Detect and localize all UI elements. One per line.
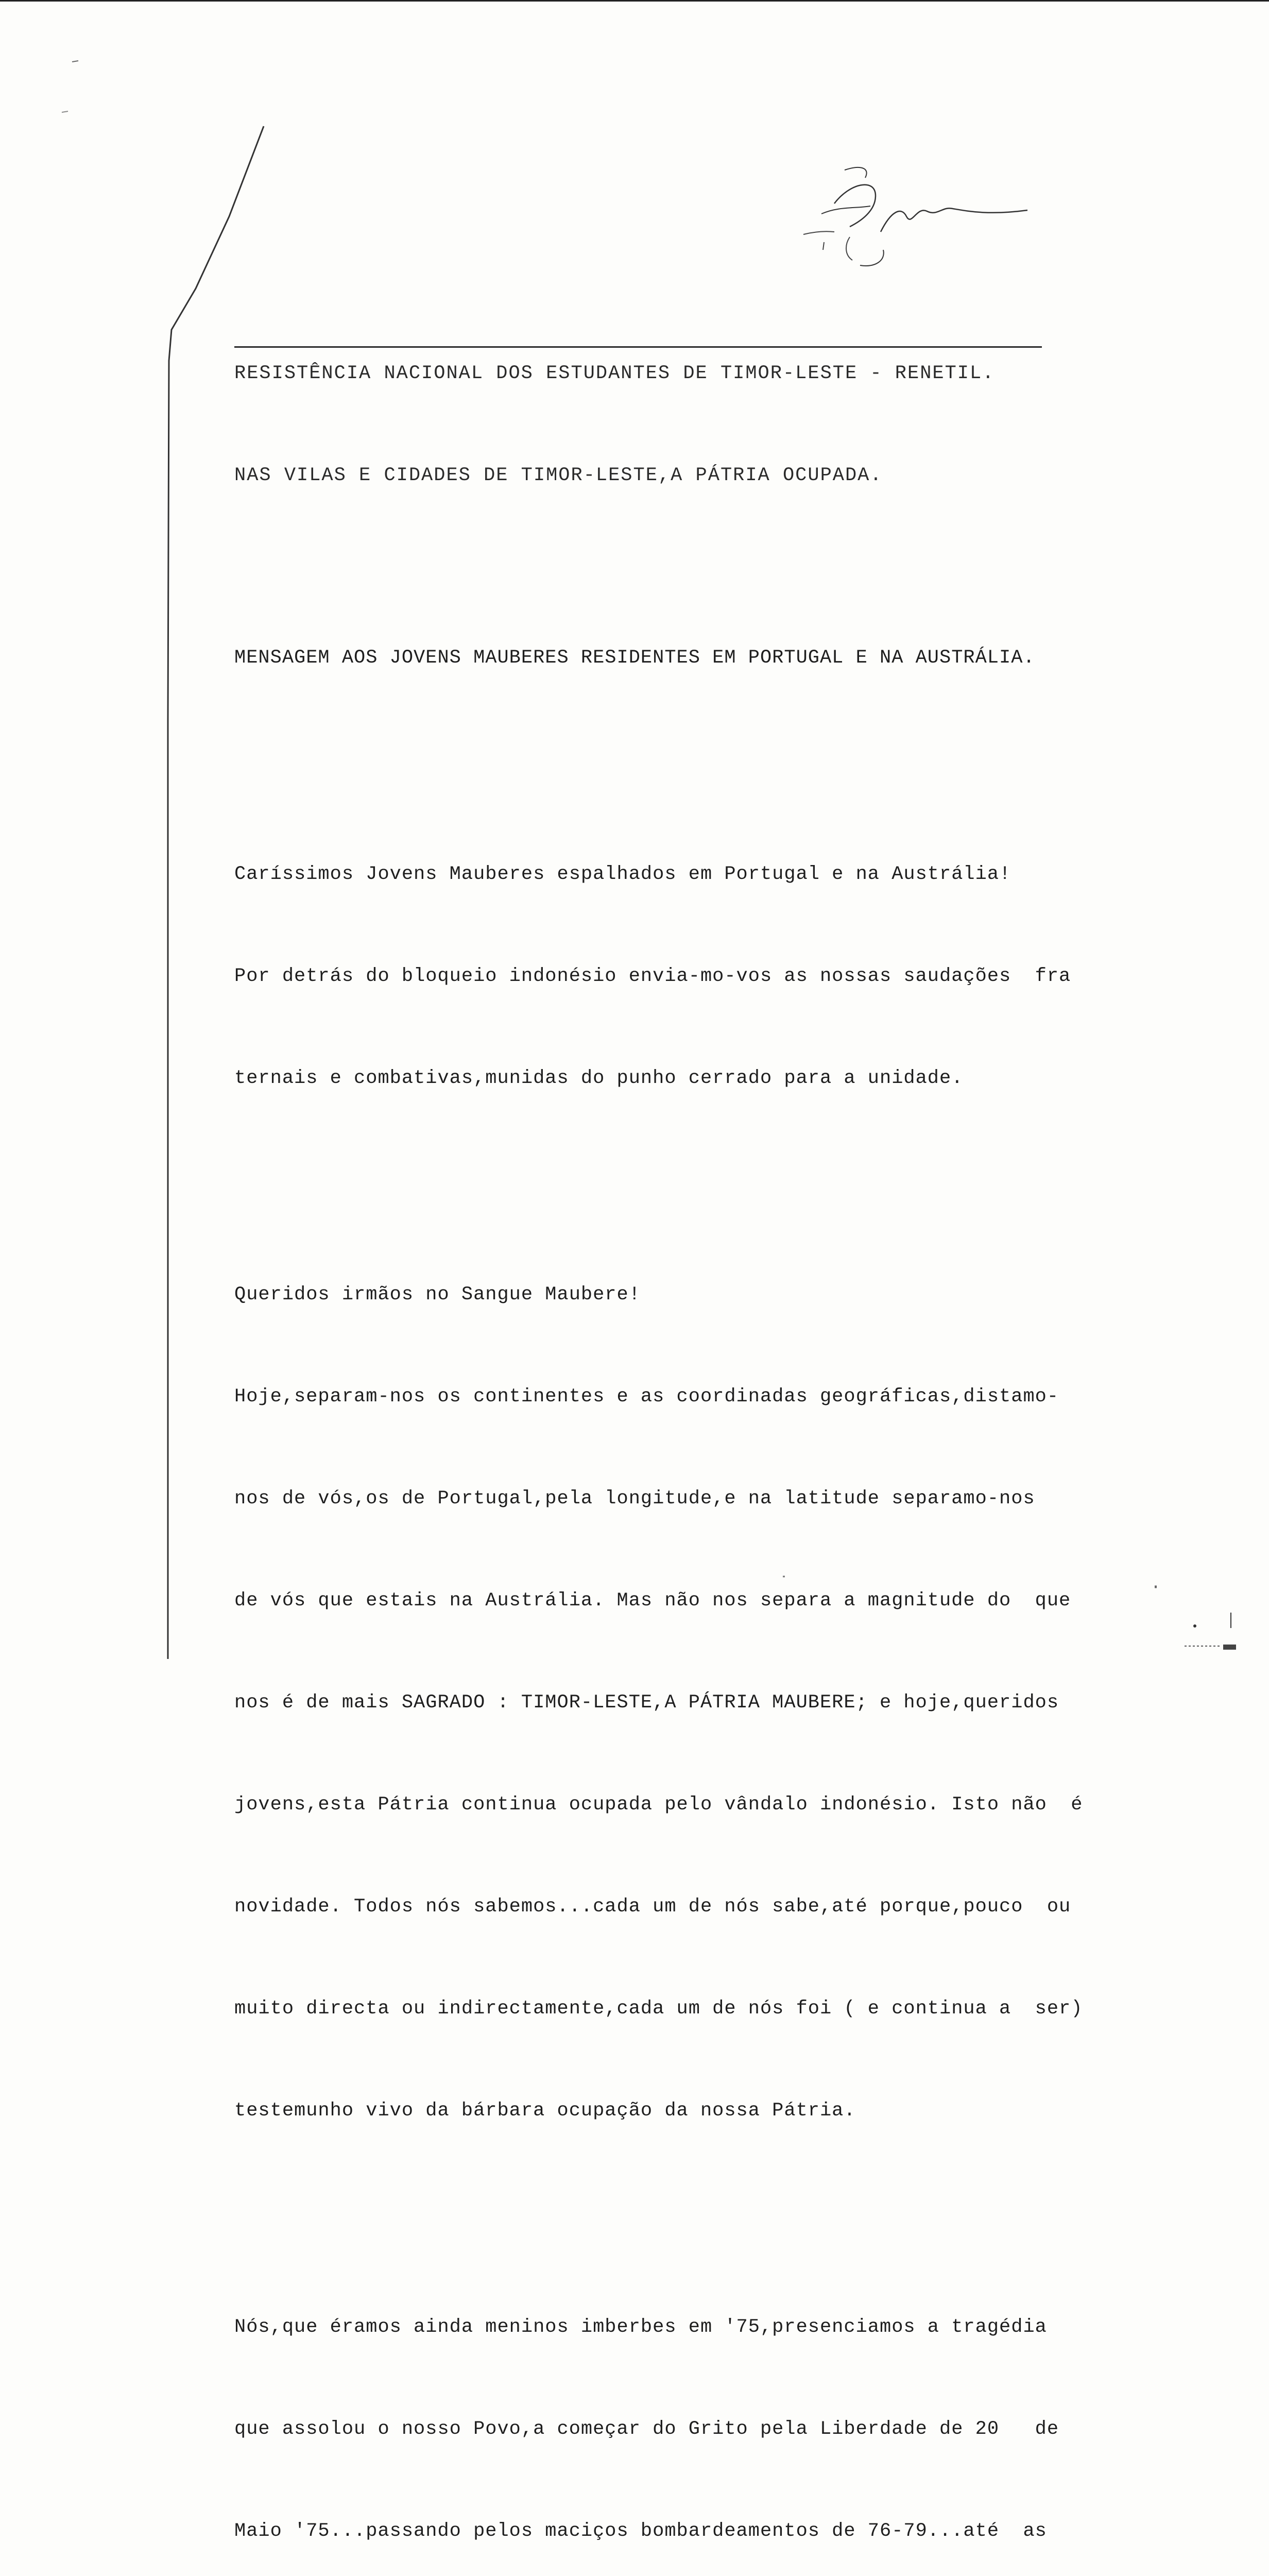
handwritten-signature	[773, 155, 1040, 278]
paragraph-line: ternais e combativas,munidas do punho cerrado para a unidade.	[234, 1067, 964, 1089]
paragraph-line: Hoje,separam-nos os continentes e as coordinadas geográficas,distamo-	[234, 1386, 1059, 1408]
paragraph-line: de vós que estais na Austrália. Mas não nos separa a magnitude do que	[234, 1590, 1071, 1612]
paragraph-line: Caríssimos Jovens Mauberes espalhados em Portugal e na Austrália!	[234, 863, 1011, 885]
paragraph-line: nos de vós,os de Portugal,pela longitude,e na latitude separamo-nos	[234, 1488, 1035, 1510]
message-title: MENSAGEM AOS JOVENS MAUBERES RESIDENTES EM PORTUGAL E NA AUSTRÁLIA.	[234, 647, 1035, 669]
paragraph-line: Queridos irmãos no Sangue Maubere!	[234, 1284, 641, 1306]
paragraph-line: novidade. Todos nós sabemos...cada um de nós sabe,até porque,pouco ou	[234, 1896, 1071, 1918]
paragraph-line: Maio '75...passando pelos maciços bombardeamentos de 76-79...até as	[234, 2520, 1047, 2542]
page-corner-mark	[1185, 1607, 1241, 1664]
paragraph-line: nos é de mais SAGRADO : TIMOR-LESTE,A PÁTRIA MAUBERE; e hoje,queridos	[234, 1692, 1059, 1714]
paragraph-line: muito directa ou indirectamente,cada um de nós foi ( e continua a ser)	[234, 1998, 1083, 2020]
header-line-1: RESISTÊNCIA NACIONAL DOS ESTUDANTES DE TIMOR-LESTE - RENETIL.	[234, 363, 995, 384]
paragraph-line: Nós,que éramos ainda meninos imberbes em '75,presenciamos a tragédia	[234, 2316, 1047, 2338]
document-body	[234, 289, 1177, 2576]
paragraph-line: Por detrás do bloqueio indonésio envia-mo-vos as nossas saudações fra	[234, 965, 1071, 987]
paragraph-line: que assolou o nosso Povo,a começar do Grito pela Liberdade de 20 de	[234, 2418, 1059, 2440]
header-line-2: NAS VILAS E CIDADES DE TIMOR-LESTE,A PÁTRIA OCUPADA.	[234, 465, 883, 486]
paragraph-line: jovens,esta Pátria continua ocupada pelo vândalo indonésio. Isto não é	[234, 1794, 1083, 1816]
paragraph-line: testemunho vivo da bárbara ocupação da nossa Pátria.	[234, 2100, 856, 2122]
